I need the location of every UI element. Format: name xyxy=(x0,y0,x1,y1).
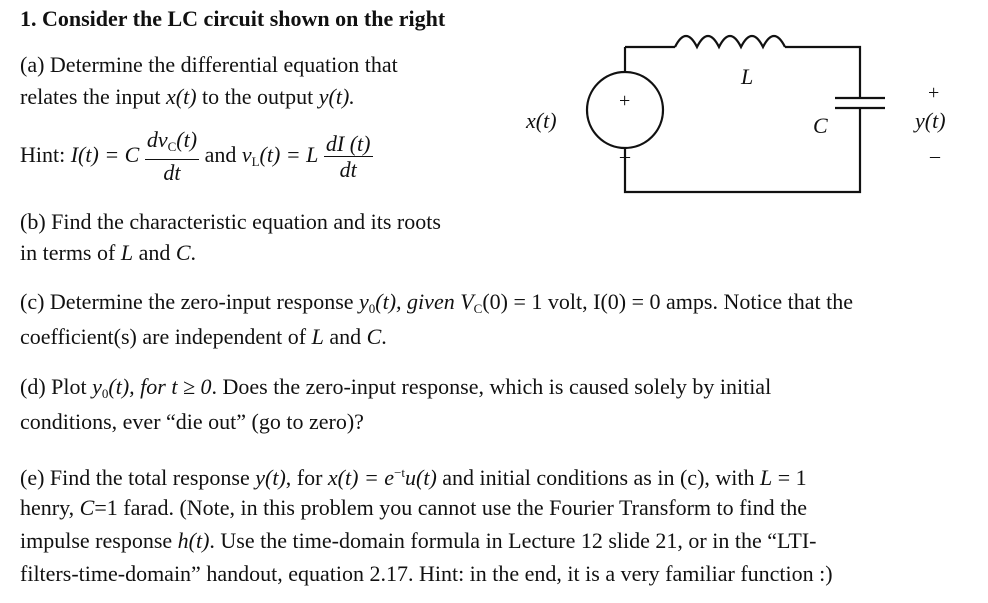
hint-fraction-1: $\frac{dv_C(t)}{dt}$ xyxy=(146,127,198,185)
hint-fraction-2: $\frac{dI (t)}{dt}$ xyxy=(325,130,371,182)
inductor-label: L xyxy=(741,64,754,89)
part-a-line1: (a) Determine the differential equation that xyxy=(20,52,398,77)
part-a-line2: relates the input x(t) to the output y(t). xyxy=(20,84,355,109)
output-label: y(t) xyxy=(915,108,946,133)
part-d-line1: (d) Plot $y_0(t)$, for t ≥ 0. Does the zero-input response, which is caused solely by initial xyxy=(20,374,772,401)
problem-title: 1. Consider the LC circuit shown on the right xyxy=(20,6,446,31)
inductor-coil xyxy=(675,36,785,47)
source-plus: + xyxy=(619,90,631,112)
output-minus: – xyxy=(930,145,940,167)
source-label: x(t) xyxy=(526,108,557,133)
part-c-line2: coefficient(s) are independent of L and C. xyxy=(20,324,387,349)
part-b-line1: (b) Find the characteristic equation and its roots xyxy=(20,209,441,234)
part-b-line2: in terms of L and C. xyxy=(20,240,197,265)
source-minus: – xyxy=(620,145,630,167)
part-e-line3: impulse response h(t). Use the time-domain formula in Lecture 12 slide 21, or in the “LTI- xyxy=(20,528,817,553)
capacitor-label: C xyxy=(813,113,828,138)
lc-circuit-diagram xyxy=(500,20,970,210)
part-c-line1: (c) Determine the zero-input response $y_0(t)$, given $V_C(0) = 1$ volt, I(0) = 0 amps. Notice that the xyxy=(20,289,853,316)
wire-top-right xyxy=(785,47,860,98)
part-a-hint: Hint: I(t) = C $\frac{dv_C(t)}{dt}$ and $v_L(t) = L$ $\frac{dI (t)}{dt}$ xyxy=(20,127,371,185)
part-e-line4: filters-time-domain” handout, equation 2.17. Hint: in the end, it is a very familiar function :) xyxy=(20,561,833,586)
part-e-line2: henry, C=1 farad. (Note, in this problem you cannot use the Fourier Transform to find the xyxy=(20,495,807,520)
output-plus: + xyxy=(928,82,940,104)
part-d-line2: conditions, ever “die out” (go to zero)? xyxy=(20,409,364,434)
part-e-line1: (e) Find the total response y(t), for $x(t) = e^{-t}u(t)$ and initial conditions as in (c), with L = 1 xyxy=(20,465,807,490)
